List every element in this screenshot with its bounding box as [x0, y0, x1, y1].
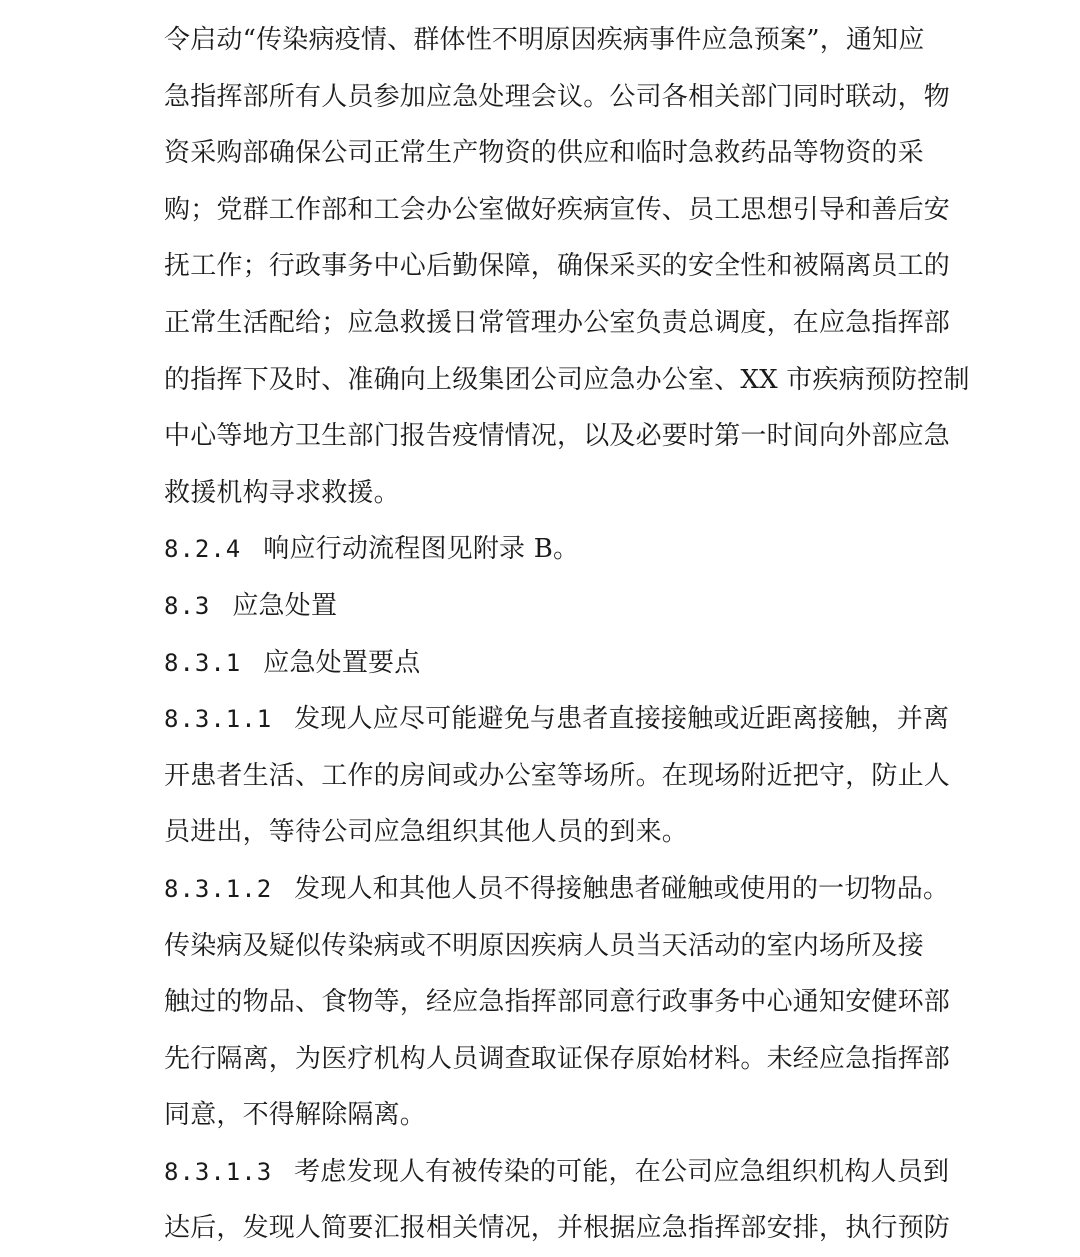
section-heading-8-3-1 — [164, 635, 924, 692]
paragraph-line: 购；党群工作部和工会办公室做好疾病宣传、员工思想引导和善后安 — [164, 194, 951, 225]
clause-number: 8.3.1.1 — [164, 705, 273, 734]
paragraph-line: 急指挥部所有人员参加应急处理会议。公司各相关部门同时联动，物 — [164, 81, 951, 112]
paragraph-line: 开患者生活、工作的房间或办公室等场所。在现场附近把守，防止人 — [164, 760, 951, 791]
clause-8-3-1-1 — [164, 691, 950, 748]
paragraph-line: 正常生活配给；应急救援日常管理办公室负责总调度，在应急指挥部 — [164, 307, 951, 338]
section-title: 应急处置 — [232, 590, 338, 621]
section-number: 8.3 — [164, 591, 211, 620]
paragraph-line: 的指挥下及时、准确向上级集团公司应急办公室、XX 市疾病预防控制 — [164, 364, 970, 395]
section-title: 应急处置要点 — [263, 647, 421, 678]
clause-text: 发现人和其他人员不得接触患者碰触或使用的一切物品。 — [294, 873, 950, 904]
clause-8-3-1-2 — [164, 861, 950, 918]
paragraph-line: 令启动“传染病疫情、群体性不明原因疾病事件应急预案”，通知应 — [164, 25, 925, 55]
paragraph-line: 先行隔离，为医疗机构人员调查取证保存原始材料。未经应急指挥部 — [164, 1043, 951, 1074]
section-number: 8.3.1 — [164, 648, 242, 677]
document-body — [164, 12, 970, 1257]
paragraph-line: 触过的物品、食物等，经应急指挥部同意行政事务中心通知安健环部 — [164, 987, 951, 1018]
paragraph-line: 资采购部确保公司正常生产物资的供应和临时急救药品等物资的采 — [164, 138, 924, 169]
section-heading-8-3 — [164, 578, 924, 635]
clause-8-3-1-3 — [164, 1144, 950, 1201]
clause-8-2-4 — [164, 521, 924, 578]
clause-text: 发现人应尽可能避免与患者直接接触或近距离接触，并离 — [294, 704, 950, 735]
clause-number: 8.2.4 — [164, 535, 242, 564]
clause-text: 考虑发现人有被传染的可能，在公司应急组织机构人员到 — [294, 1156, 950, 1187]
clause-text: 响应行动流程图见附录 B。 — [263, 534, 580, 565]
clause-number: 8.3.1.2 — [164, 874, 273, 903]
paragraph-line: 传染病及疑似传染病或不明原因疾病人员当天活动的室内场所及接 — [164, 930, 924, 961]
paragraph-line: 中心等地方卫生部门报告疫情情况，以及必要时第一时间向外部应急 — [164, 421, 951, 452]
paragraph-line: 抚工作；行政事务中心后勤保障，确保采买的安全性和被隔离员工的 — [164, 251, 951, 282]
paragraph-line: 达后，发现人简要汇报相关情况，并根据应急指挥部安排，执行预防 — [164, 1213, 951, 1244]
paragraph-line: 员进出，等待公司应急组织其他人员的到来。 — [164, 817, 689, 848]
clause-number: 8.3.1.3 — [164, 1157, 273, 1186]
paragraph-line: 救援机构寻求救援。 — [164, 477, 400, 508]
paragraph-line: 同意，不得解除隔离。 — [164, 1100, 427, 1131]
